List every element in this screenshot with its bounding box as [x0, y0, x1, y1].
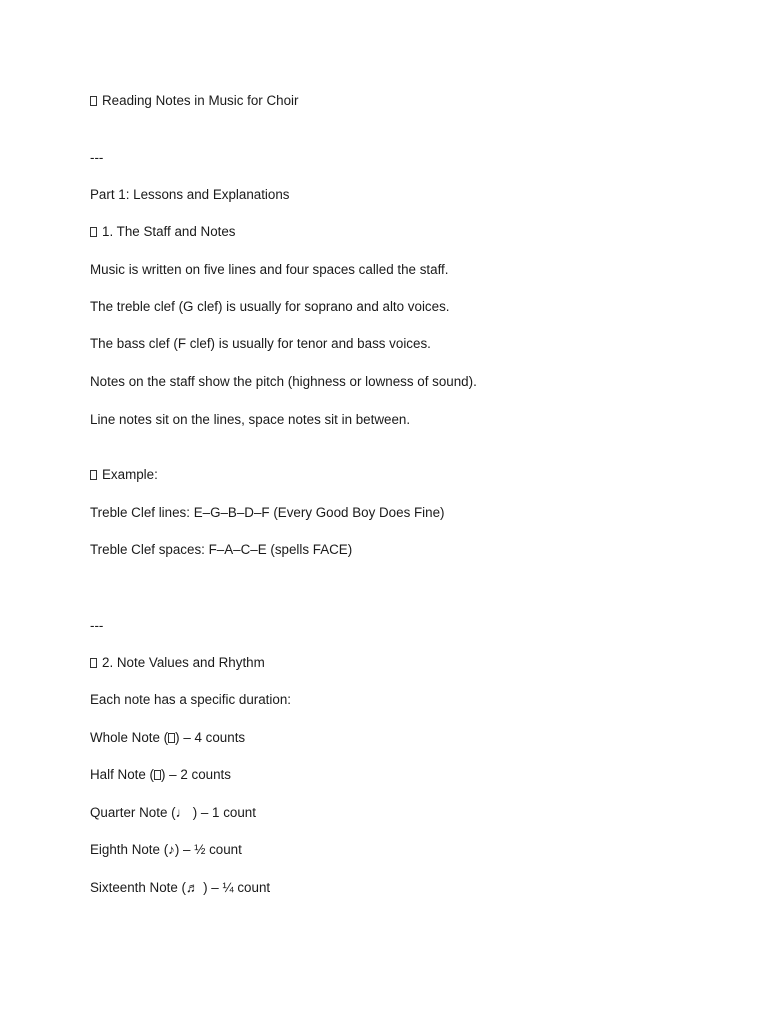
section1-heading-text: 1. The Staff and Notes: [102, 224, 236, 239]
example-label: [90, 467, 158, 483]
note-value-quarter: Quarter Note (♩ ) – 1 count: [90, 805, 256, 820]
section2-intro: Each note has a specific duration:: [90, 692, 291, 707]
section1-heading: [90, 224, 236, 240]
missing-glyph-icon: [90, 470, 97, 480]
whole-note-suffix: ) – 4 counts: [175, 730, 246, 745]
half-note-prefix: Half Note (: [90, 767, 154, 782]
title-text: Reading Notes in Music for Choir: [102, 93, 299, 108]
half-note-glyph-icon: [154, 770, 161, 780]
whole-note-prefix: Whole Note (: [90, 730, 169, 745]
missing-glyph-icon: [90, 96, 97, 106]
note-value-sixteenth: Sixteenth Note (♬ ) – ¼ count: [90, 880, 271, 895]
note-value-half: [90, 767, 231, 783]
section2-heading: [90, 655, 265, 671]
section2-heading-text: 2. Note Values and Rhythm: [102, 655, 265, 670]
section1-paragraph: Music is written on five lines and four spaces called the staff.: [90, 262, 449, 277]
note-value-whole: [90, 730, 245, 746]
part1-heading: Part 1: Lessons and Explanations: [90, 187, 290, 202]
separator-2: ---: [90, 618, 104, 633]
document-title: [90, 93, 298, 109]
half-note-suffix: ) – 2 counts: [161, 767, 231, 782]
note-value-eighth: Eighth Note (♪) – ½ count: [90, 842, 242, 857]
missing-glyph-icon: [90, 658, 97, 668]
section1-paragraph: The bass clef (F clef) is usually for tenor and bass voices.: [90, 336, 431, 351]
section1-paragraph: Notes on the staff show the pitch (highness or lowness of sound).: [90, 374, 477, 389]
separator-1: ---: [90, 150, 104, 165]
section1-paragraph: The treble clef (G clef) is usually for soprano and alto voices.: [90, 299, 450, 314]
section1-paragraph: Line notes sit on the lines, space notes sit in between.: [90, 412, 411, 427]
missing-glyph-icon: [90, 227, 97, 237]
example-label-text: Example:: [102, 467, 158, 482]
example-line: Treble Clef lines: E–G–B–D–F (Every Good Boy Does Fine): [90, 505, 445, 520]
example-line: Treble Clef spaces: F–A–C–E (spells FACE): [90, 542, 353, 557]
